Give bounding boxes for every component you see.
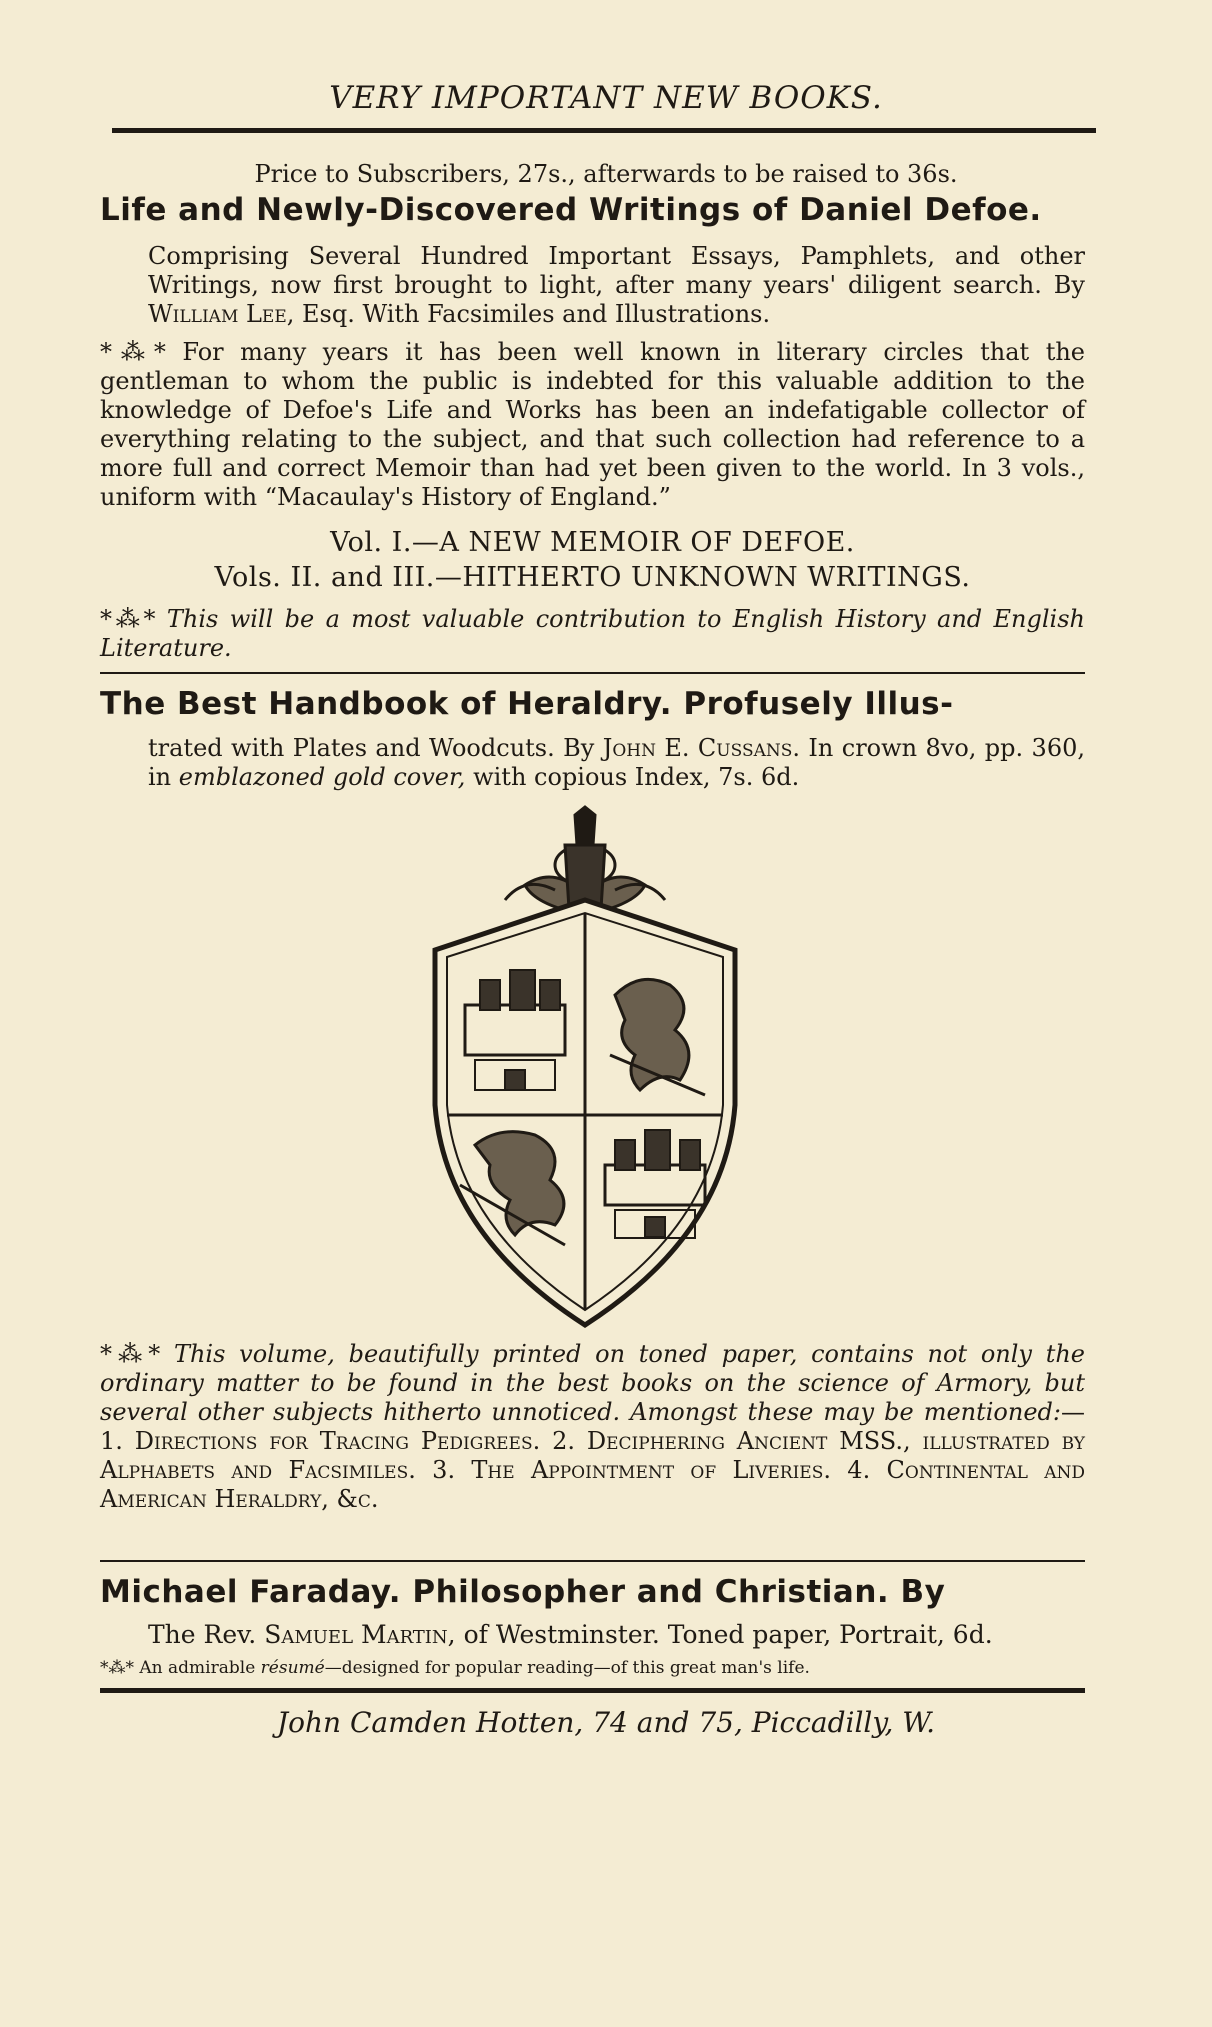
heraldry-note-italic: This volume, beautifully printed on toned paper, contains not only the ordinary matter to be found in the best books on the science of Armory, but several other subjects hitherto unnoticed. Amongst these may be mentioned: [100, 1340, 1086, 1426]
faraday-description [148, 1620, 1085, 1649]
faraday-title-block [100, 1574, 1085, 1610]
defoe-author: William Lee [148, 300, 287, 328]
faraday-note-2: —designed for popular reading—of this great man's life. [324, 1658, 810, 1678]
defoe-description [148, 242, 1085, 329]
heraldry-note-mark: *⁂* [100, 1340, 161, 1368]
faraday-note [100, 1654, 1085, 1683]
faraday-note-italic: résumé [260, 1658, 325, 1678]
section-rule-1 [100, 672, 1085, 674]
defoe-vol1: Vol. I.—A NEW MEMOIR OF DEFOE. [330, 527, 855, 558]
heraldry-desc-1: trated with Plates and Woodcuts. By [148, 734, 595, 762]
heraldry-desc-3: with copious Index, 7s. 6d. [473, 763, 800, 791]
faraday-note-mark: *⁂* [100, 1658, 134, 1678]
defoe-note-mark: *⁂* [100, 338, 166, 366]
section-rule-2 [100, 1560, 1085, 1562]
faraday-title: Michael Faraday. Philosopher and Christian. By [100, 1574, 946, 1610]
heraldry-description [148, 734, 1085, 792]
heraldry-desc-italic: emblazoned gold cover, [178, 763, 466, 791]
heraldic-shield-illustration [425, 805, 745, 1330]
faraday-desc-2: , of Westminster. Toned paper, Portrait, 6d. [447, 1620, 993, 1649]
faraday-desc-1: The Rev. [148, 1620, 257, 1649]
footer-rule [100, 1688, 1085, 1693]
defoe-closing [100, 605, 1085, 663]
publisher-imprint: John Camden Hotten, 74 and 75, Piccadilly, W. [276, 1706, 936, 1739]
page-header: VERY IMPORTANT NEW BOOKS. [329, 80, 883, 116]
defoe-note [100, 338, 1085, 512]
heraldry-author: John E. Cussans [602, 734, 793, 762]
defoe-desc-2: , Esq. With Facsimiles and Illustrations. [286, 300, 771, 328]
heraldry-note-list: —1. Directions for Tracing Pedigrees. 2. Deciphering Ancient MSS., illustrated by Alphabets and Facsimiles. 3. The Appointment of Liveries. 4. Continental and American Heraldry, &c. [100, 1398, 1085, 1513]
heraldry-desc-2: . In crown 8vo, pp. 360, in [148, 734, 1085, 791]
defoe-closing-text: This will be a most valuable contribution to English History and English Literature. [100, 605, 1085, 662]
defoe-desc-by: By [1053, 271, 1085, 299]
header-rule [112, 128, 1096, 133]
defoe-desc-1: Comprising Several Hundred Important Essays, Pamphlets, and other Writings, now first brought to light, after many years' diligent search. [148, 242, 1085, 299]
heraldry-note [100, 1340, 1085, 1514]
heraldry-title: The Best Handbook of Heraldry. Profusely Illus- [100, 686, 954, 722]
defoe-title: Life and Newly-Discovered Writings of Daniel Defoe. [100, 192, 1042, 228]
defoe-vol23: Vols. II. and III.—HITHERTO UNKNOWN WRITINGS. [214, 562, 971, 593]
defoe-title-block [100, 192, 1085, 228]
defoe-note-text: For many years it has been well known in literary circles that the gentleman to whom the public is indebted for this valuable addition to the knowledge of Defoe's Life and Works has been an indefatigable collector of everything relating to the subject, and that such collection had reference to a more full and correct Memoir than had yet been given to the world. In 3 vols., uniform with “Macaulay's History of England.” [100, 338, 1085, 511]
faraday-author: Samuel Martin [264, 1620, 448, 1649]
faraday-note-1: An admirable [139, 1658, 256, 1678]
defoe-price: Price to Subscribers, 27s., afterwards to be raised to 36s. [254, 160, 958, 188]
defoe-closing-mark: *⁂* [100, 605, 156, 633]
heraldry-title-block [100, 686, 1085, 722]
